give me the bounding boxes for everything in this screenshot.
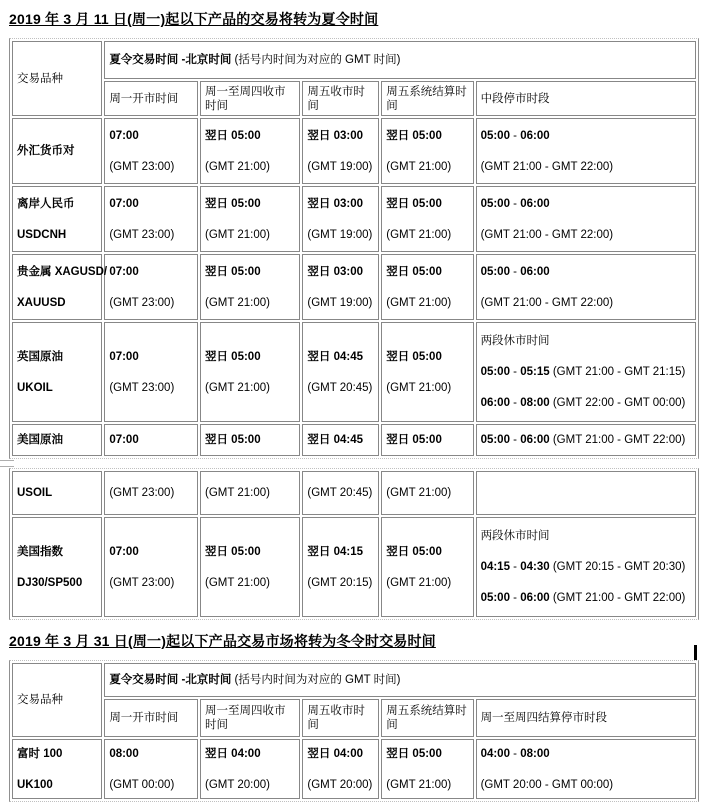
bold-text: 富时 100: [17, 747, 63, 760]
cell-line: [481, 228, 691, 242]
regular-text: (GMT 20:45): [307, 487, 373, 499]
cell-line: [307, 381, 374, 395]
cell-line: [109, 747, 193, 761]
title-summer-time: 2019 年 3 月 11 日(周一)起以下产品的交易将转为夏令时间: [9, 11, 379, 27]
cell-line: [205, 486, 295, 500]
regular-text: -: [509, 747, 521, 760]
cell-line: [17, 576, 97, 590]
time-cell: [302, 424, 379, 456]
regular-text: (GMT 21:00): [386, 160, 452, 173]
cell-line: [481, 778, 691, 792]
time-cell: [476, 471, 696, 515]
cell-line: [307, 350, 374, 364]
page-edge-line: [0, 460, 14, 461]
bold-text: 离岸人民币: [17, 197, 75, 210]
bold-text: 04:30: [520, 561, 550, 573]
regular-text: (GMT 21:00 - GMT 22:00): [480, 160, 614, 173]
bold-text: 英国原油: [17, 350, 63, 363]
cell-line: [109, 296, 193, 310]
bold-text: 翌日 05:00: [204, 434, 261, 446]
cell-line: [481, 160, 691, 174]
summer-table-part1: [9, 38, 699, 459]
regular-text: (GMT 21:00 - GMT 22:00): [480, 296, 614, 309]
table-row: [12, 254, 696, 320]
cell-line: [386, 129, 468, 143]
column-header-cell: 周一开市时间: [104, 81, 198, 116]
cell-line: [307, 576, 374, 590]
regular-text: -: [509, 592, 521, 604]
time-cell: [104, 471, 198, 515]
header-row: [12, 41, 696, 79]
cell-line: [481, 129, 691, 143]
cell-line: [481, 365, 691, 379]
regular-text: (GMT 23:00): [109, 296, 175, 309]
cell-line: [109, 197, 193, 211]
cell-line: [109, 433, 193, 447]
bold-text: 翌日 05:00: [386, 265, 442, 278]
cell-line: [205, 160, 295, 174]
time-cell: [476, 254, 696, 320]
bold-text: 07:00: [109, 265, 139, 278]
time-cell: [476, 118, 696, 184]
cell-line: [307, 747, 374, 761]
regular-text: (GMT 23:00): [109, 576, 175, 589]
regular-text: (GMT 22:00 - GMT 00:00): [549, 397, 686, 409]
main-header-cell: [104, 663, 696, 697]
cell-line: [481, 591, 691, 605]
cell-line: [307, 160, 374, 174]
time-cell: [302, 517, 379, 617]
time-cell: [104, 739, 198, 799]
cell-line: [386, 747, 468, 761]
bold-text: 翌日 04:00: [204, 747, 261, 760]
column-header-cell: 周一至周四收市时间: [200, 699, 300, 737]
header-bold-text: 夏令交易时间 -北京时间: [109, 674, 232, 686]
regular-text: (GMT 20:00): [204, 778, 270, 791]
regular-text: (GMT 23:00): [109, 487, 175, 499]
regular-text: (GMT 21:00): [386, 296, 452, 309]
bold-text: 贵金属 XAGUSD/: [17, 265, 108, 278]
header-bold-text: 夏令交易时间 -北京时间: [109, 54, 232, 66]
bold-text: 翌日 05:00: [204, 129, 261, 142]
regular-text: (GMT 21:00): [204, 487, 270, 499]
product-cell: [12, 118, 102, 184]
cell-line: [386, 265, 468, 279]
cell-line: [481, 334, 691, 348]
cell-line: [307, 265, 374, 279]
time-cell: [381, 322, 473, 422]
cell-line: [205, 545, 295, 559]
time-cell: [200, 517, 300, 617]
product-cell: [12, 739, 102, 799]
table-row: [12, 424, 696, 456]
bold-text: 07:00: [109, 350, 139, 363]
bold-text: 翌日 04:45: [307, 350, 364, 363]
cell-line: [205, 747, 295, 761]
cell-line: [17, 265, 108, 279]
regular-text: (GMT 21:00): [204, 576, 270, 589]
regular-text: (GMT 21:00): [204, 160, 270, 173]
time-cell: [476, 739, 696, 799]
bold-text: 06:00: [480, 397, 510, 409]
time-cell: [104, 517, 198, 617]
table-row: [12, 322, 696, 422]
regular-text: (GMT 20:45): [307, 381, 373, 394]
cell-line: [17, 747, 97, 761]
time-cell: [104, 424, 198, 456]
table-row: [12, 739, 696, 799]
time-cell: [381, 471, 473, 515]
bold-text: 05:15: [520, 366, 550, 378]
cell-line: [109, 778, 193, 792]
cell-line: [109, 350, 193, 364]
cell-line: [386, 486, 468, 500]
bold-text: 翌日 05:00: [204, 265, 261, 278]
cell-line: [386, 160, 468, 174]
regular-text: (GMT 21:00): [386, 487, 452, 499]
summer-trading-hours-fragment: [9, 38, 699, 459]
regular-text: (GMT 23:00): [109, 381, 175, 394]
cell-line: [307, 486, 374, 500]
bold-text: 07:00: [109, 129, 139, 142]
bold-text: 美国指数: [17, 545, 63, 558]
cell-line: [386, 228, 468, 242]
time-cell: [200, 739, 300, 799]
regular-text: (GMT 20:15 - GMT 20:30): [549, 561, 686, 573]
title-winter-time: 2019 年 3 月 31 日(周一)起以下产品交易市场将转为冬令时交易时间: [9, 633, 436, 649]
time-cell: [104, 254, 198, 320]
time-cell: [200, 186, 300, 252]
cell-line: [205, 350, 295, 364]
bold-text: USOIL: [17, 487, 53, 499]
cell-line: [109, 265, 193, 279]
bold-text: UK100: [17, 778, 53, 791]
summer-table-part2: [9, 468, 699, 620]
cell-line: [307, 228, 374, 242]
cell-line: [481, 197, 691, 211]
bold-text: 外汇货币对: [17, 145, 75, 157]
time-cell: [302, 186, 379, 252]
cell-line: [109, 486, 193, 500]
regular-text: (GMT 21:00): [386, 576, 452, 589]
bold-text: 08:00: [520, 747, 550, 760]
bold-text: 翌日 05:00: [386, 747, 442, 760]
cell-line: [109, 381, 193, 395]
subheader-row: [12, 81, 696, 116]
cell-line: [109, 160, 193, 174]
bold-text: USDCNH: [17, 228, 67, 241]
time-cell: [476, 322, 696, 422]
bold-text: 06:00: [520, 129, 550, 142]
bold-text: 翌日 05:00: [386, 434, 442, 446]
cell-line: [109, 228, 193, 242]
time-cell: [381, 186, 473, 252]
text-cursor-mark: [694, 645, 697, 660]
regular-text: (GMT 19:00): [307, 228, 373, 241]
bold-text: 06:00: [520, 434, 550, 446]
cell-line: [205, 576, 295, 590]
product-cell: [12, 517, 102, 617]
time-cell: [302, 118, 379, 184]
regular-text: (GMT 20:00 - GMT 00:00): [480, 778, 614, 791]
regular-text: (GMT 20:00): [307, 778, 373, 791]
bold-text: 翌日 03:00: [307, 129, 364, 142]
cell-line: [205, 433, 295, 447]
time-cell: [200, 424, 300, 456]
cell-line: [205, 265, 295, 279]
bold-text: 翌日 05:00: [386, 129, 442, 142]
bold-text: 08:00: [520, 397, 550, 409]
bold-text: 翌日 05:00: [386, 545, 442, 558]
cell-line: [205, 381, 295, 395]
time-cell: [476, 424, 696, 456]
regular-text: (GMT 21:00): [386, 778, 452, 791]
bold-text: 04:15: [480, 561, 510, 573]
cell-line: [386, 576, 468, 590]
bold-text: 07:00: [109, 434, 139, 446]
cell-line: [17, 486, 97, 500]
regular-text: (GMT 00:00): [109, 778, 175, 791]
column-header-cell: 周五系统结算时间: [381, 81, 473, 116]
time-cell: [200, 118, 300, 184]
regular-text: (GMT 21:00): [204, 381, 270, 394]
cell-line: [386, 545, 468, 559]
cell-line: [481, 265, 691, 279]
bold-text: 翌日 03:00: [307, 265, 364, 278]
cell-line: [481, 560, 691, 574]
regular-text: (GMT 21:00 - GMT 22:00): [480, 228, 614, 241]
cell-line: [17, 144, 97, 158]
bold-text: XAUUSD: [17, 296, 66, 309]
cell-line: [17, 778, 97, 792]
cell-line: [386, 381, 468, 395]
regular-text: (GMT 20:15): [307, 576, 373, 589]
page-break: [0, 459, 708, 468]
cell-line: [386, 197, 468, 211]
time-cell: [476, 186, 696, 252]
cell-line: [17, 350, 97, 364]
regular-text: (GMT 21:00): [204, 296, 270, 309]
cell-line: [17, 296, 97, 310]
product-cell: [12, 471, 102, 515]
corner-header-cell: 交易品种: [12, 663, 102, 737]
time-cell: [381, 739, 473, 799]
table-row: [12, 118, 696, 184]
bold-text: UKOIL: [17, 381, 53, 394]
cell-line: [386, 778, 468, 792]
regular-text: (GMT 21:00 - GMT 22:00): [549, 592, 686, 604]
bold-text: 翌日 05:00: [386, 350, 442, 363]
time-cell: [200, 471, 300, 515]
cell-line: [307, 197, 374, 211]
cell-line: [386, 433, 468, 447]
time-cell: [381, 517, 473, 617]
cell-line: [17, 545, 97, 559]
regular-text: (GMT 19:00): [307, 296, 373, 309]
bold-text: 05:00: [480, 592, 510, 604]
regular-text: (GMT 21:00 - GMT 22:00): [549, 434, 686, 446]
cell-line: [17, 197, 97, 211]
subheader-row: [12, 699, 696, 737]
bold-text: 05:00: [480, 197, 510, 210]
cell-line: [205, 296, 295, 310]
table-row: [12, 186, 696, 252]
time-cell: [302, 739, 379, 799]
regular-text: 两段休市时间: [480, 335, 550, 347]
time-cell: [200, 322, 300, 422]
regular-text: (GMT 23:00): [109, 228, 175, 241]
regular-text: (GMT 21:00 - GMT 21:15): [549, 366, 686, 378]
bold-text: 05:00: [480, 434, 510, 446]
bold-text: 翌日 03:00: [307, 197, 364, 210]
product-cell: [12, 424, 102, 456]
regular-text: (GMT 21:00): [204, 228, 270, 241]
bold-text: 翌日 05:00: [386, 197, 442, 210]
cell-line: [481, 296, 691, 310]
time-cell: [200, 254, 300, 320]
bold-text: 05:00: [480, 265, 510, 278]
regular-text: -: [509, 561, 521, 573]
table-row: [12, 471, 696, 515]
cell-line: [307, 778, 374, 792]
time-cell: [302, 254, 379, 320]
winter-trading-hours-fragment: [9, 660, 699, 802]
cell-line: [17, 381, 97, 395]
header-row: [12, 663, 696, 697]
cell-line: [307, 433, 374, 447]
regular-text: -: [509, 397, 521, 409]
regular-text: -: [509, 265, 521, 278]
cell-line: [109, 129, 193, 143]
bold-text: 05:00: [480, 366, 510, 378]
cell-line: [481, 433, 691, 447]
cell-line: [205, 197, 295, 211]
cell-line: [109, 545, 193, 559]
regular-text: (GMT 19:00): [307, 160, 373, 173]
time-cell: [302, 471, 379, 515]
main-header-cell: [104, 41, 696, 79]
bold-text: 翌日 04:45: [307, 434, 364, 446]
bold-text: 06:00: [520, 197, 550, 210]
time-cell: [381, 118, 473, 184]
regular-text: (GMT 21:00): [386, 381, 452, 394]
page-edge-line: [0, 466, 14, 467]
time-cell: [104, 322, 198, 422]
bold-text: 翌日 04:00: [307, 747, 364, 760]
product-cell: [12, 254, 108, 320]
regular-text: (GMT 23:00): [109, 160, 175, 173]
time-cell: [381, 424, 473, 456]
regular-text: -: [509, 366, 521, 378]
column-header-cell: 周一至周四结算停市时段: [476, 699, 696, 737]
regular-text: -: [509, 197, 521, 210]
column-header-cell: 中段停市时段: [476, 81, 696, 116]
cell-line: [205, 778, 295, 792]
bold-text: DJ30/SP500: [17, 576, 83, 589]
regular-text: -: [509, 434, 521, 446]
header-note-text: (括号内时间为对应的 GMT 时间): [231, 54, 401, 66]
bold-text: 08:00: [109, 747, 139, 760]
time-cell: [381, 254, 473, 320]
cell-line: [386, 350, 468, 364]
bold-text: 06:00: [520, 265, 550, 278]
time-cell: [104, 118, 198, 184]
column-header-cell: 周一至周四收市时间: [200, 81, 300, 116]
cell-line: [307, 545, 374, 559]
table-row: [12, 517, 696, 617]
cell-line: [481, 396, 691, 410]
time-cell: [104, 186, 198, 252]
cell-line: [205, 129, 295, 143]
bold-text: 美国原油: [17, 434, 63, 446]
regular-text: 两段休市时间: [480, 530, 550, 542]
cell-line: [481, 529, 691, 543]
bold-text: 07:00: [109, 197, 139, 210]
bold-text: 07:00: [109, 545, 139, 558]
product-cell: [12, 322, 102, 422]
winter-table: [9, 660, 699, 802]
cell-line: [205, 228, 295, 242]
time-cell: [302, 322, 379, 422]
cell-line: [481, 747, 691, 761]
bold-text: 翌日 04:15: [307, 545, 364, 558]
time-cell: [476, 517, 696, 617]
summer-trading-hours-fragment: [9, 468, 699, 620]
cell-line: [17, 228, 97, 242]
corner-header-cell: 交易品种: [12, 41, 102, 116]
column-header-cell: 周五系统结算时间: [381, 699, 473, 737]
column-header-cell: 周五收市时间: [302, 699, 379, 737]
bold-text: 翌日 05:00: [204, 350, 261, 363]
cell-line: [307, 296, 374, 310]
bold-text: 翌日 05:00: [204, 545, 261, 558]
bold-text: 04:00: [480, 747, 510, 760]
bold-text: 翌日 05:00: [204, 197, 261, 210]
column-header-cell: 周一开市时间: [104, 699, 198, 737]
cell-line: [17, 433, 97, 447]
bold-text: 05:00: [480, 129, 510, 142]
cell-line: [307, 129, 374, 143]
regular-text: (GMT 21:00): [386, 228, 452, 241]
cell-line: [386, 296, 468, 310]
product-cell: [12, 186, 102, 252]
header-note-text: (括号内时间为对应的 GMT 时间): [231, 674, 401, 686]
column-header-cell: 周五收市时间: [302, 81, 379, 116]
cell-line: [109, 576, 193, 590]
bold-text: 06:00: [520, 592, 550, 604]
regular-text: -: [509, 129, 521, 142]
